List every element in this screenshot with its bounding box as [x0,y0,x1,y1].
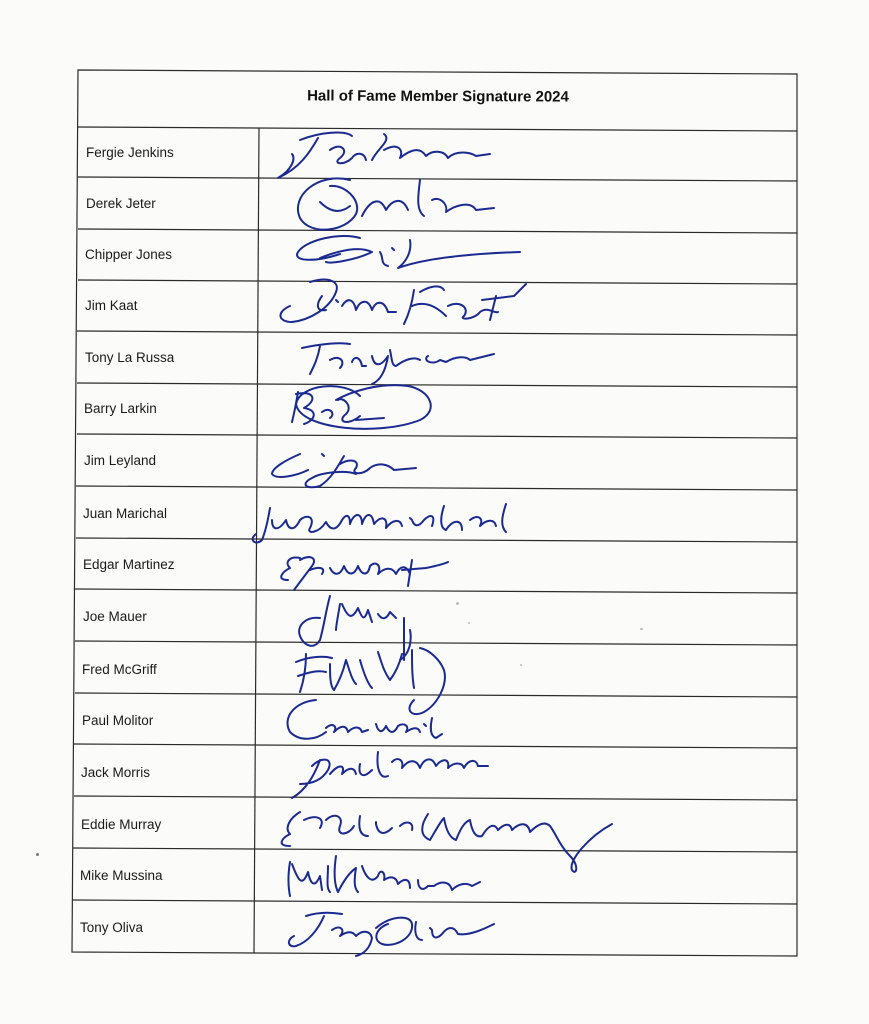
scan-speck [36,853,39,856]
sheet-title: Hall of Fame Member Signature 2024 [307,87,569,106]
signature-joe-mauer [299,596,411,660]
member-name: Fred McGriff [82,662,157,677]
signature-fred-mcgriff [296,648,445,714]
member-name: Mike Mussina [80,868,163,883]
scan-speck [456,602,459,605]
signature-mike-mussina [289,856,481,896]
member-name: Chipper Jones [85,247,173,262]
member-name: Paul Molitor [82,713,154,728]
member-name: Edgar Martinez [83,557,175,572]
signature-derek-jeter [298,178,494,229]
member-name: Tony Oliva [80,920,144,935]
member-name: Joe Mauer [83,609,147,624]
signature-juan-marichal [253,504,506,542]
member-name: Jack Morris [81,765,151,780]
member-name: Jim Kaat [85,298,138,313]
scan-speck [468,622,470,624]
signature-jim-leyland [272,454,416,487]
signature-paul-molitor [288,700,442,739]
member-name: Barry Larkin [84,401,157,416]
signature-barry-larkin [292,385,431,429]
member-name: Jim Leyland [84,453,157,468]
signature-edgar-martinez [281,557,448,590]
signature-chipper-jones [297,236,520,268]
scan-speck [640,628,643,630]
member-name: Fergie Jenkins [86,145,174,160]
signature-eddie-murray [282,812,612,872]
signature-jim-kaat [280,280,526,324]
member-name: Derek Jeter [86,196,156,211]
scan-speck [520,664,522,666]
signature-tony-la-russa [302,343,494,384]
member-name: Tony La Russa [85,350,175,365]
signature-fergie-jenkins [278,133,490,178]
signature-jack-morris [292,752,488,798]
signature-tony-oliva [289,913,494,956]
member-name: Eddie Murray [81,817,162,832]
member-name: Juan Marichal [83,506,168,521]
